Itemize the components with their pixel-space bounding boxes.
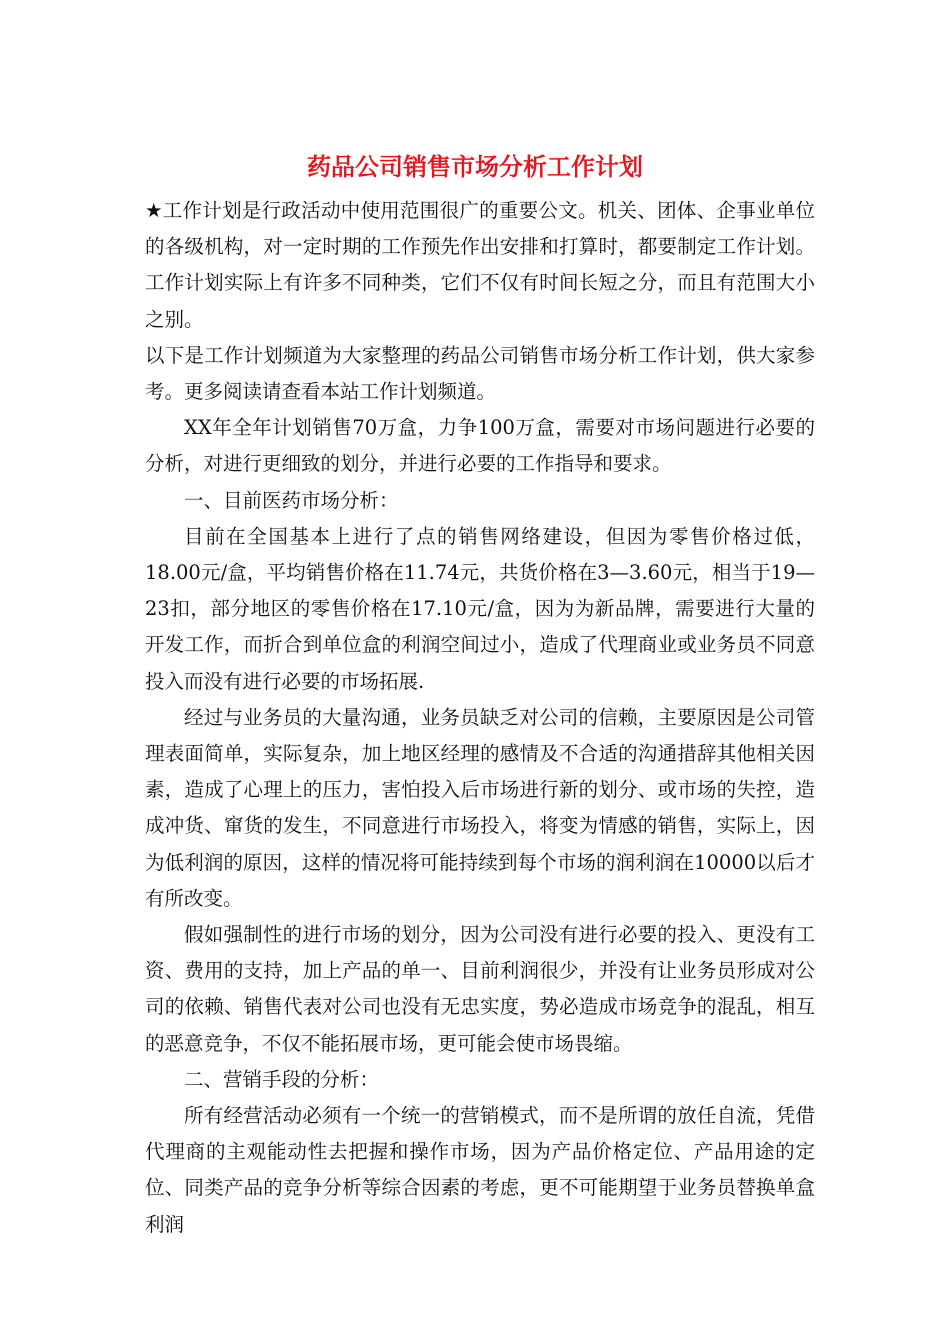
section-heading-2: 二、营销手段的分析：: [184, 1067, 380, 1091]
section-heading-1: 一、目前医药市场分析：: [184, 488, 399, 512]
document-title: 药品公司销售市场分析工作计划: [307, 152, 643, 181]
paragraph-text: 工作计划是行政活动中使用范围很广的重要公文。机关、团体、企事业单位的各级机构，对一定时期的工作预先作出安排和打算时，都要制定工作计划。工作计划实际上有许多不同种类，它们不仅有时间长短之分，而且有范围大小之别。: [145, 199, 815, 331]
paragraph-marketing-model: 所有经营活动必须有一个统一的营销模式，而不是所谓的放任自流，凭借代理商的主观能动性去把握和操作市场，因为产品价格定位、产品用途的定位、同类产品的竞争分析等综合因素的考虑，更不可能期望于业务员替换单盒利润: [145, 1104, 815, 1236]
paragraph-price-analysis: 目前在全国基本上进行了点的销售网络建设，但因为零售价格过低，18.00元/盒，平均销售价格在11.74元，共货价格在3—3.60元，相当于19—23扣，部分地区的零售价格在17.10元/盒，因为为新品牌，需要进行大量的开发工作，而折合到单位盒的利润空间过小，造成了代理商业或业务员不同意投入而没有进行必要的市场拓展.: [145, 524, 815, 693]
intro-paragraph-2: 以下是工作计划频道为大家整理的药品公司销售市场分析工作计划，供大家参考。更多阅读请查看本站工作计划频道。: [145, 343, 815, 404]
star-icon: ★: [145, 199, 163, 222]
paragraph-sales-target: XX年全年计划销售70万盒，力争100万盒，需要对市场问题进行必要的分析，对进行更细致的划分，并进行必要的工作指导和要求。: [145, 416, 815, 476]
paragraph-market-division: 假如强制性的进行市场的划分，因为公司没有进行必要的投入、更没有工资、费用的支持，加上产品的单一、目前利润很少，并没有让业务员形成对公司的依赖、销售代表对公司也没有无忠实度，势必造成市场竞争的混乱，相互的恶意竞争，不仅不能拓展市场，更可能会使市场畏缩。: [145, 923, 815, 1055]
intro-paragraph: [145, 193, 815, 338]
document-body: [145, 193, 815, 1243]
paragraph-communication: 经过与业务员的大量沟通，业务员缺乏对公司的信赖，主要原因是公司管理表面简单，实际复杂，加上地区经理的感情及不合适的沟通措辞其他相关因素，造成了心理上的压力，害怕投入后市场进行新的划分、或市场的失控，造成冲货、窜货的发生，不同意进行市场投入，将变为情感的销售，实际上，因为低利润的原因，这样的情况将可能持续到每个市场的润利润在10000以后才有所改变。: [145, 705, 815, 910]
